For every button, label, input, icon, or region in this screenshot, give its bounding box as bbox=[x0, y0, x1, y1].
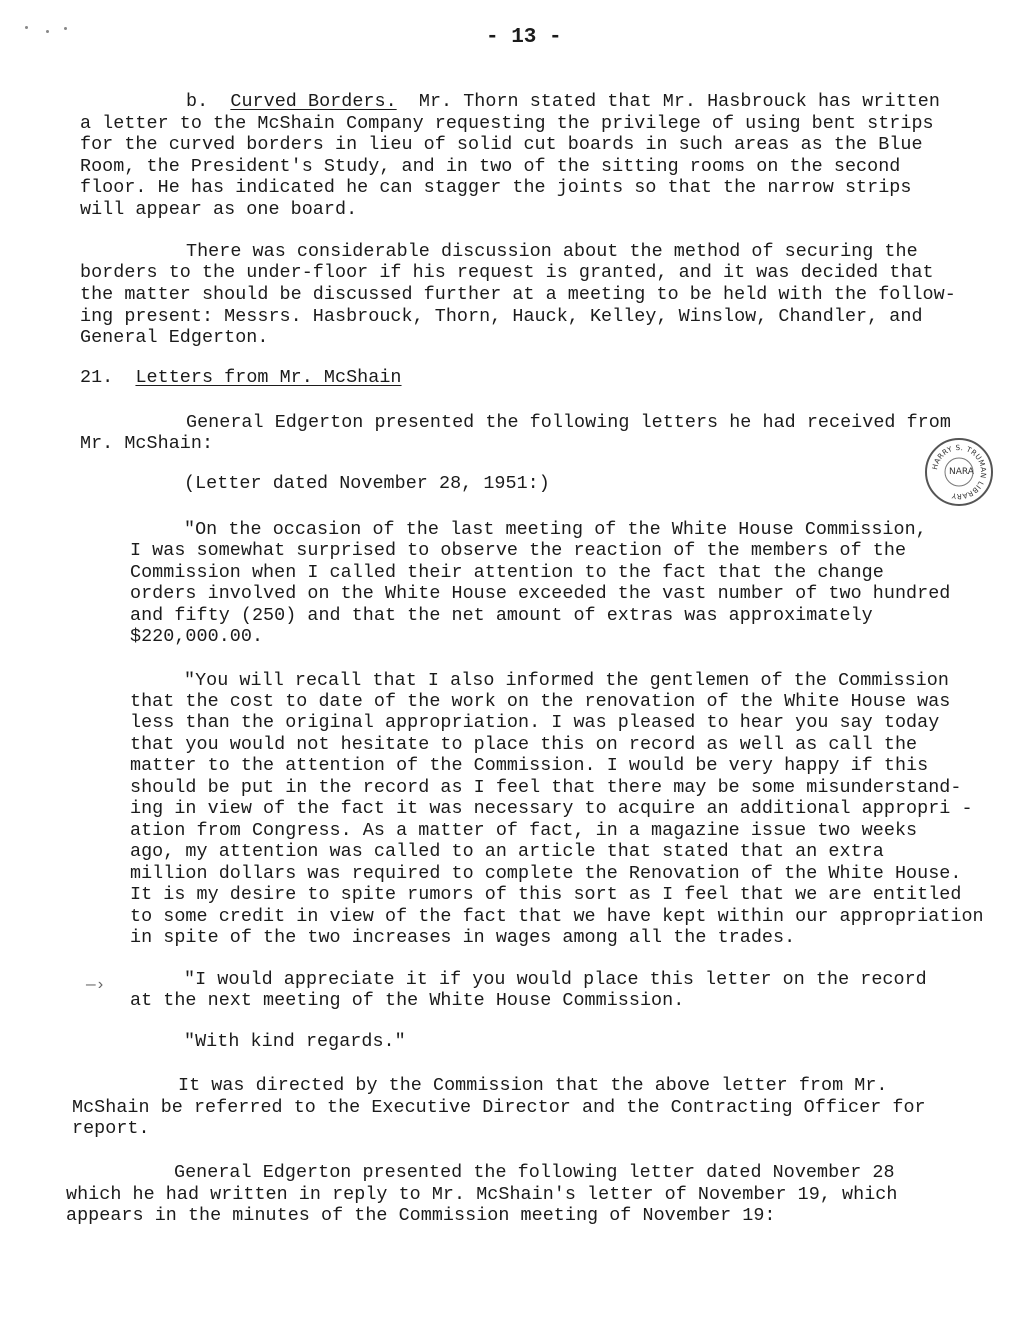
section-b-line: Room, the President's Study, and in two of the sitting rooms on the second bbox=[80, 156, 901, 177]
letter-para-2-line: matter to the attention of the Commission. I would be very happy if this bbox=[130, 755, 929, 776]
page-number: - 13 - bbox=[486, 26, 562, 49]
letter-para-2-line: ing in view of the fact it was necessary to acquire an additional appropri - bbox=[130, 798, 973, 819]
letter-para-2-line: to some credit in view of the fact that we have kept within our appropriation bbox=[130, 906, 984, 927]
section-21-heading: Letters from Mr. McShain bbox=[135, 367, 402, 388]
letter-para-2-line: million dollars was required to complete the Renovation of the White House. bbox=[130, 863, 962, 884]
section-b-heading-line bbox=[186, 91, 940, 113]
discussion-line: borders to the under-floor if his request is granted, and it was decided that bbox=[80, 262, 934, 283]
section-b-line: will appear as one board. bbox=[80, 199, 358, 220]
final-para-line: General Edgerton presented the following letter dated November 28 bbox=[174, 1162, 895, 1183]
discussion-line: the matter should be discussed further at a meeting to be held with the follow- bbox=[80, 284, 956, 305]
intro-line: Mr. McShain: bbox=[80, 433, 214, 454]
letter-para-1-line: "On the occasion of the last meeting of the White House Commission, bbox=[184, 519, 927, 540]
letter-para-2-line: less than the original appropriation. I was pleased to hear you say today bbox=[130, 712, 940, 733]
letter-para-1-line: I was somewhat surprised to observe the reaction of the members of the bbox=[130, 540, 907, 561]
margin-tick-mark: —› bbox=[86, 976, 106, 994]
letter-para-2-line: that you would not hesitate to place this on record as well as call the bbox=[130, 734, 918, 755]
letter-para-2-line: that the cost to date of the work on the renovation of the White House was bbox=[130, 691, 951, 712]
discussion-line: ing present: Messrs. Hasbrouck, Thorn, Hauck, Kelley, Winslow, Chandler, and bbox=[80, 306, 923, 327]
intro-line: General Edgerton presented the following letters he had received from bbox=[186, 412, 951, 433]
section-b-label: b. bbox=[186, 91, 209, 112]
letter-date: (Letter dated November 28, 1951:) bbox=[184, 473, 550, 494]
directive-line: It was directed by the Commission that the above letter from Mr. bbox=[178, 1075, 888, 1096]
directive-line: McShain be referred to the Executive Director and the Contracting Officer for bbox=[72, 1097, 926, 1118]
stamp-ring-text: HARRY S. TRUMAN LIBRARY bbox=[930, 442, 989, 502]
archive-stamp bbox=[925, 438, 993, 506]
letter-para-1-line: $220,000.00. bbox=[130, 626, 264, 647]
letter-para-2-line: in spite of the two increases in wages among all the trades. bbox=[130, 927, 796, 948]
discussion-line: General Edgerton. bbox=[80, 327, 269, 348]
letter-para-2-line: should be put in the record as I feel that there may be some misunderstand- bbox=[130, 777, 962, 798]
letter-para-3-line: "I would appreciate it if you would place this letter on the record bbox=[184, 969, 927, 990]
letter-para-2-line: "You will recall that I also informed the gentlemen of the Commission bbox=[184, 670, 949, 691]
scan-speck bbox=[64, 27, 67, 30]
section-21-number: 21. bbox=[80, 367, 114, 388]
stamp-center-text: NARA bbox=[949, 467, 974, 477]
letter-para-2-line: ago, my attention was called to an article that stated that an extra bbox=[130, 841, 884, 862]
scan-speck bbox=[25, 26, 28, 29]
section-b-line: Mr. Thorn stated that Mr. Hasbrouck has written bbox=[418, 91, 940, 112]
section-b-line: for the curved borders in lieu of solid cut boards in such areas as the Blue bbox=[80, 134, 923, 155]
letter-para-1-line: and fifty (250) and that the net amount of extras was approximately bbox=[130, 605, 873, 626]
section-b-heading: Curved Borders. bbox=[230, 91, 397, 112]
directive-line: report. bbox=[72, 1118, 150, 1139]
final-para-line: which he had written in reply to Mr. McShain's letter of November 19, which bbox=[66, 1184, 898, 1205]
letter-para-3-line: at the next meeting of the White House Commission. bbox=[130, 990, 685, 1011]
discussion-line: There was considerable discussion about the method of securing the bbox=[186, 241, 918, 262]
letter-para-2-line: ation from Congress. As a matter of fact, in a magazine issue two weeks bbox=[130, 820, 918, 841]
final-para-line: appears in the minutes of the Commission meeting of November 19: bbox=[66, 1205, 776, 1226]
section-b-line: a letter to the McShain Company requesting the privilege of using bent strips bbox=[80, 113, 934, 134]
letter-para-2-line: It is my desire to spite rumors of this sort as I feel that we are entitled bbox=[130, 884, 962, 905]
letter-para-1-line: Commission when I called their attention to the fact that the change bbox=[130, 562, 884, 583]
section-b-line: floor. He has indicated he can stagger the joints so that the narrow strips bbox=[80, 177, 912, 198]
letter-closing: "With kind regards." bbox=[184, 1031, 406, 1052]
letter-para-1-line: orders involved on the White House exceeded the vast number of two hundred bbox=[130, 583, 951, 604]
section-21-heading-line bbox=[80, 367, 402, 389]
scan-speck bbox=[46, 30, 49, 33]
